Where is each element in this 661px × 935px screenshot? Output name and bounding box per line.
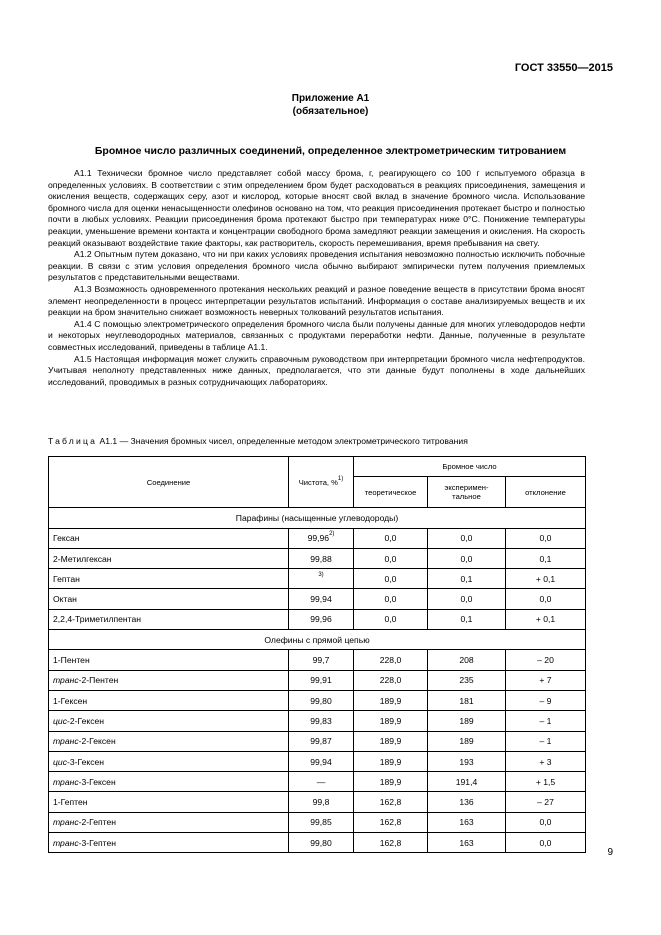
experimental-cell: 235 <box>428 670 506 690</box>
table-row <box>49 751 586 771</box>
theoretical-cell: 0,0 <box>354 548 428 568</box>
compound-cell: цис-2-Гексен <box>49 711 289 731</box>
purity-cell: 99,96$^{2)}$ <box>289 528 354 548</box>
experimental-cell: 163 <box>428 812 506 832</box>
purity-cell: 99,96 <box>289 609 354 629</box>
paragraph-a1-1: А1.1 Технически бромное число представляет собой массу брома, г, реагирующего со 100 г испытуемого образца в определенных условиях. В соответствии с этим определением бром будет расходоваться в реакциях присоединения, замещения и окисления веществ, содержащих серу, азот и кислород, которые вносят свой вклад в значение бромного числа. Использование бромного числа для оценки ненасыщенности олефинов основано на том, что реакция присоединения протекает быстро и полностью почти в любых условиях. Реакции присоединения брома протекают быстро при температурах ниже 0°С. Понижение температуры реакции, уменьшение времени контакта и концентрации свободного брома замедляют реакции замещения и окисления. На скорость реакций оказывают воздействие такие факторы, как растворитель, скорость перемешивания, время пребывания на свету. <box>48 168 585 248</box>
deviation-cell: 0,0 <box>506 589 586 609</box>
experimental-cell: 163 <box>428 833 506 853</box>
theoretical-cell: 0,0 <box>354 569 428 589</box>
compound-cell: транс-3-Гептен <box>49 833 289 853</box>
compound-cell: Гексан <box>49 528 289 548</box>
appendix-title-block <box>0 92 661 118</box>
deviation-cell: – 1 <box>506 711 586 731</box>
theoretical-cell: 0,0 <box>354 589 428 609</box>
compound-cell: 1-Гексен <box>49 690 289 710</box>
experimental-cell: 191,4 <box>428 772 506 792</box>
deviation-cell: 0,1 <box>506 548 586 568</box>
deviation-cell: + 7 <box>506 670 586 690</box>
section-heading: Бромное число различных соединений, определенное электрометрическим титрованием <box>94 145 567 157</box>
paragraph-a1-2: А1.2 Опытным путем доказано, что ни при каких условиях проведения испытания невозможно полностью исключить побочные реакции. В связи с этим условия определения бромного числа обычно выбирают эмпирически путем получения приемлемых результатов с представительными веществами. <box>48 249 585 283</box>
deviation-cell: 0,0 <box>506 528 586 548</box>
compound-cell: транс-2-Гептен <box>49 812 289 832</box>
table-row <box>49 772 586 792</box>
compound-cell: 2,2,4-Триметилпентан <box>49 609 289 629</box>
theoretical-cell: 0,0 <box>354 609 428 629</box>
compound-cell: 1-Пентен <box>49 650 289 670</box>
bromine-number-table <box>48 456 586 853</box>
table-caption <box>48 436 468 446</box>
header-deviation: отклонение <box>506 477 586 508</box>
theoretical-cell: 162,8 <box>354 812 428 832</box>
purity-cell: 99,91 <box>289 670 354 690</box>
table-row <box>49 690 586 710</box>
table-row <box>49 792 586 812</box>
compound-cell: транс-3-Гексен <box>49 772 289 792</box>
deviation-cell: + 0,1 <box>506 609 586 629</box>
deviation-cell: + 0,1 <box>506 569 586 589</box>
purity-cell: 99,8 <box>289 792 354 812</box>
experimental-cell: 0,0 <box>428 548 506 568</box>
theoretical-cell: 189,9 <box>354 772 428 792</box>
table-row <box>49 711 586 731</box>
deviation-cell: + 3 <box>506 751 586 771</box>
table-row <box>49 609 586 629</box>
purity-cell: 99,80 <box>289 833 354 853</box>
deviation-cell: – 1 <box>506 731 586 751</box>
deviation-cell: – 9 <box>506 690 586 710</box>
theoretical-cell: 189,9 <box>354 751 428 771</box>
section-row-paraffins <box>49 508 586 528</box>
theoretical-cell: 162,8 <box>354 833 428 853</box>
theoretical-cell: 162,8 <box>354 792 428 812</box>
experimental-cell: 189 <box>428 711 506 731</box>
table-row <box>49 650 586 670</box>
experimental-cell: 0,1 <box>428 569 506 589</box>
section-olefins: Олефины с прямой цепью <box>49 630 586 650</box>
purity-cell: 99,94 <box>289 751 354 771</box>
body-text <box>48 168 585 388</box>
table-row <box>49 670 586 690</box>
header-experimental: эксперимен-тальное <box>428 477 506 508</box>
experimental-cell: 0,0 <box>428 528 506 548</box>
standard-number: ГОСТ 33550—2015 <box>514 62 613 74</box>
purity-cell: 99,80 <box>289 690 354 710</box>
purity-cell: — <box>289 772 354 792</box>
table-row <box>49 731 586 751</box>
deviation-cell: – 27 <box>506 792 586 812</box>
deviation-cell: – 20 <box>506 650 586 670</box>
paragraph-a1-4: А1.4 С помощью электрометрического определения бромного числа были получены данные для многих углеводородов нефти и некоторых неуглеводородных материалов, связанных с продуктами переработки нефти. Данные, полученные в результате совместных исследований, приведены в таблице А1.1. <box>48 318 585 352</box>
deviation-cell: + 1,5 <box>506 772 586 792</box>
section-paraffins: Парафины (насыщенные углеводороды) <box>49 508 586 528</box>
experimental-cell: 0,0 <box>428 589 506 609</box>
experimental-cell: 181 <box>428 690 506 710</box>
table-caption-text: А1.1 — Значения бромных чисел, определенные методом электрометрического титрования <box>99 436 468 446</box>
table-body <box>49 508 586 853</box>
table-row <box>49 812 586 832</box>
header-purity <box>289 457 354 508</box>
header-bromine-number: Бромное число <box>354 457 586 477</box>
appendix-title: Приложение А1 <box>291 93 370 104</box>
compound-cell: Октан <box>49 589 289 609</box>
compound-cell: цис-3-Гексен <box>49 751 289 771</box>
theoretical-cell: 228,0 <box>354 670 428 690</box>
compound-cell: транс-2-Гексен <box>49 731 289 751</box>
experimental-cell: 208 <box>428 650 506 670</box>
table-row <box>49 548 586 568</box>
compound-cell: транс-2-Пентен <box>49 670 289 690</box>
purity-cell: 99,87 <box>289 731 354 751</box>
table-row <box>49 569 586 589</box>
header-purity-note: 1) <box>337 475 344 482</box>
table-row <box>49 833 586 853</box>
appendix-status: (обязательное) <box>292 106 369 117</box>
theoretical-cell: 0,0 <box>354 528 428 548</box>
purity-cell: 3) <box>289 569 354 589</box>
purity-cell: 99,83 <box>289 711 354 731</box>
paragraph-a1-3: А1.3 Возможность одновременного протекания нескольких реакций и разное поведение веществ в присутствии брома вносят элемент неопределенности в процесс интерпретации результатов испытаний. Информация о составе анализируемых веществ и их реакции на бром значительно снижает возможность неверных толкований результатов испытания. <box>48 283 585 318</box>
experimental-cell: 0,1 <box>428 609 506 629</box>
table-caption-label: Таблица <box>48 436 98 446</box>
theoretical-cell: 228,0 <box>354 650 428 670</box>
experimental-cell: 193 <box>428 751 506 771</box>
experimental-cell: 189 <box>428 731 506 751</box>
section-row-olefins <box>49 630 586 650</box>
deviation-cell: 0,0 <box>506 833 586 853</box>
theoretical-cell: 189,9 <box>354 731 428 751</box>
compound-cell: 2-Метилгексан <box>49 548 289 568</box>
theoretical-cell: 189,9 <box>354 711 428 731</box>
compound-cell: 1-Гептен <box>49 792 289 812</box>
purity-cell: 99,7 <box>289 650 354 670</box>
experimental-cell: 136 <box>428 792 506 812</box>
header-purity-label: Чистота, % <box>298 477 338 487</box>
compound-cell: Гептан <box>49 569 289 589</box>
header-theoretical: теоретическое <box>354 477 428 508</box>
page-number: 9 <box>607 847 613 858</box>
purity-cell: 99,94 <box>289 589 354 609</box>
paragraph-a1-5: А1.5 Настоящая информация может служить справочным руководством при интерпретации бромного числа нефтепродуктов. Учитывая неполноту представленных ниже данных, предполагается, что эти данные будут пополнены в ходе дальнейших исследований, проводимых в разных сотрудничающих лабораториях. <box>48 353 585 387</box>
table-row <box>49 589 586 609</box>
purity-cell: 99,85 <box>289 812 354 832</box>
header-compound: Соединение <box>49 457 289 508</box>
table-row <box>49 528 586 548</box>
purity-cell: 99,88 <box>289 548 354 568</box>
deviation-cell: 0,0 <box>506 812 586 832</box>
theoretical-cell: 189,9 <box>354 690 428 710</box>
